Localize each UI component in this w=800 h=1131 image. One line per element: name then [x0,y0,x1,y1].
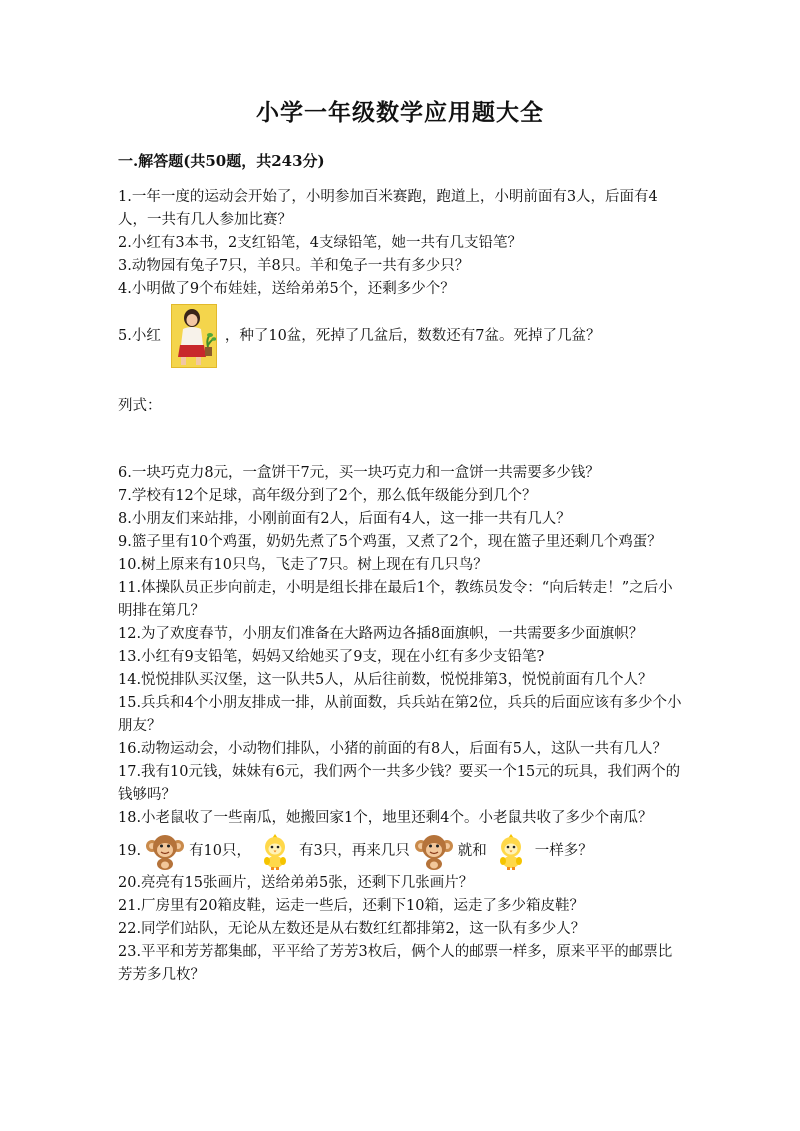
girl-with-plant-icon [171,304,217,368]
page-title: 小学一年级数学应用题大全 [256,99,544,126]
question-17: 17.我有10元钱，妹妹有6元，我们两个一共多少钱？要买一个15元的玩具，我们两个的钱够吗？ [118,764,681,803]
question-3: 3.动物园有兔子7只，羊8只。羊和兔子一共有多少只？ [118,258,470,274]
question-7: 7.学校有12个足球，高年级分到了2个，那么低年级能分到几个？ [118,488,537,504]
question-6: 6.一块巧克力8元，一盒饼干7元，买一块巧克力和一盒饼一共需要多少钱？ [118,465,600,481]
question-9: 9.篮子里有10个鸡蛋，奶奶先煮了5个鸡蛋，又煮了2个，现在篮子里还剩几个鸡蛋？ [118,534,662,550]
answer-space [118,418,684,462]
question-23: 23.平平和芳芳都集邮，平平给了芳芳3枚后，俩个人的邮票一样多，原来平平的邮票比芳芳多几枚？ [118,944,673,983]
question-13: 13.小红有9支铅笔，妈妈又给她买了9支，现在小红有多少支铅笔? [118,649,545,665]
question-16: 16.动物运动会，小动物们排队，小猪的前面的有8人，后面有5人，这队一共有几人？ [118,741,668,757]
monkey-icon [145,832,185,870]
question-19-part3: 就和 [457,842,487,859]
monkey-icon [414,832,454,870]
question-8: 8.小朋友们来站排，小刚前面有2人，后面有4人，这一排一共有几人？ [118,511,571,527]
chick-icon [491,832,531,870]
question-20: 20.亮亮有15张画片，送给弟弟5张，还剩下几张画片？ [118,875,474,891]
chick-icon [255,832,295,870]
question-19-part4: 一样多？ [534,842,593,859]
question-15: 15.兵兵和4个小朋友排成一排，从前面数，兵兵站在第2位，兵兵的后面应该有多少个小朋友？ [118,695,682,734]
question-12: 12.为了欢度春节，小朋友们准备在大路两边各插8面旗帜，一共需要多少面旗帜？ [118,626,644,642]
question-1: 1.一年一度的运动会开始了，小明参加百米赛跑，跑道上，小明前面有3人，后面有4人，一共有几人参加比赛？ [118,189,658,228]
question-14: 14.悦悦排队买汉堡，这一队共5人，从后往前数，悦悦排第3，悦悦前面有几个人？ [118,672,653,688]
question-19-part1: 有10只， [189,842,252,859]
answer-label: 列式： [118,398,162,414]
question-19 [118,830,684,872]
question-10: 10.树上原来有10只鸟，飞走了7只。树上现在有几只鸟？ [118,557,488,573]
question-11: 11.体操队员正步向前走，小明是组长排在最后1个，教练员发令：“向后转走！”之后小明排在第几？ [118,580,673,619]
question-21: 21.厂房里有20箱皮鞋，运走一些后，还剩下10箱，运走了多少箱皮鞋？ [118,898,584,914]
question-4: 4.小明做了9个布娃娃，送给弟弟5个，还剩多少个？ [118,281,455,297]
question-22: 22.同学们站队，无论从左数还是从右数红红都排第2，这一队有多少人？ [118,921,586,937]
question-list [118,186,684,987]
section-heading: 一.解答题(共50题，共243分) [118,152,325,170]
question-18: 18.小老鼠收了一些南瓜，她搬回家1个，地里还剩4个。小老鼠共收了多少个南瓜？ [118,810,653,826]
question-19-prefix: 19. [118,842,142,859]
question-5-prefix: 5.小红 [118,327,161,344]
question-5-suffix: ，种了10盆，死掉了几盆后，数数还有7盆。死掉了几盆？ [224,327,601,344]
question-5 [118,303,684,369]
question-19-part2: 有3只，再来几只 [299,842,410,859]
question-2: 2.小红有3本书，2支红铅笔，4支绿铅笔，她一共有几支铅笔？ [118,235,523,251]
